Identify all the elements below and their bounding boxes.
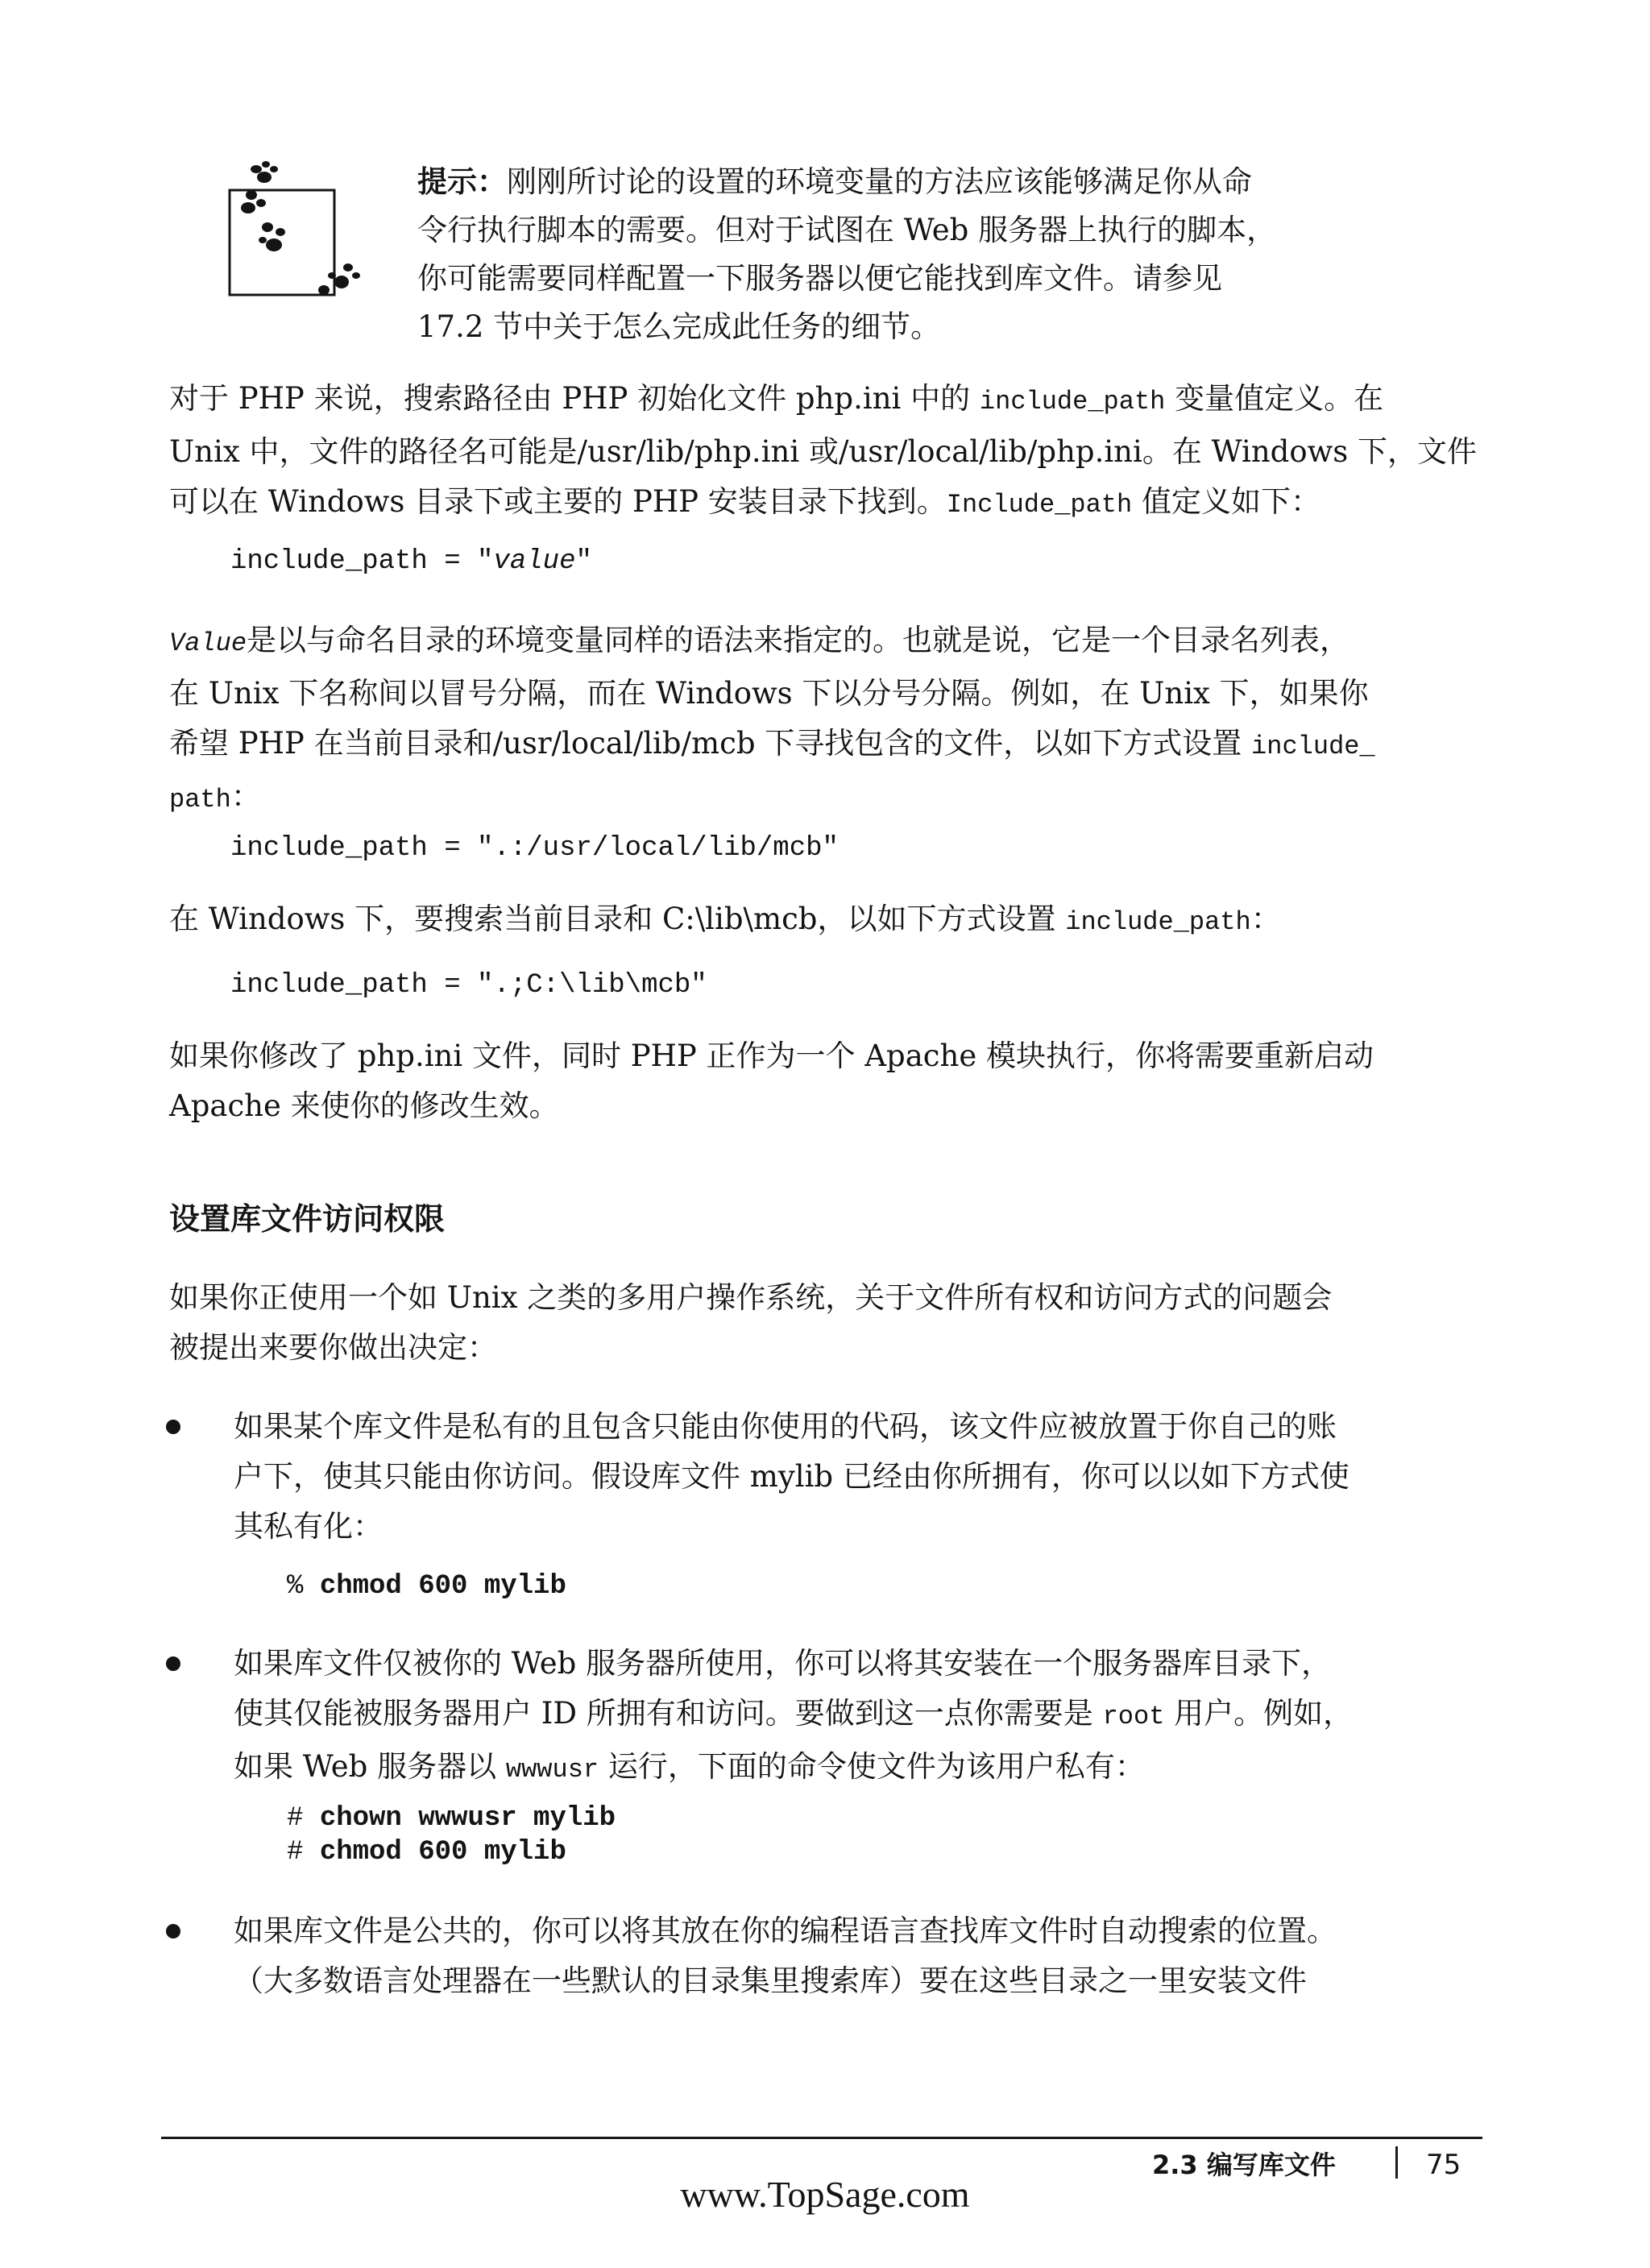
inline-code: include_path (1065, 907, 1251, 937)
text-line: 在 Unix 下名称间以冒号分隔，而在 Windows 下以分号分隔。例如，在 Unix 下，如果你 (169, 676, 1369, 711)
text-run: ： (1250, 902, 1281, 936)
code-example (287, 1835, 566, 1869)
shell-command: chmod 600 mylib (319, 1571, 566, 1602)
bullet-icon (166, 1924, 180, 1938)
shell-command: chown wwwusr mylib (319, 1803, 616, 1834)
watermark-url: www.TopSage.com (680, 2174, 970, 2215)
code-example: include_path = ".;C:\lib\mcb" (230, 970, 707, 1001)
text-line: 其私有化： (234, 1509, 383, 1544)
text-run: 使其仅能被服务器用户 ID 所拥有和访问。要做到这一点你需要是 (234, 1696, 1103, 1731)
list-item (234, 1906, 1442, 2006)
code-text: " (575, 546, 592, 577)
text-line: 如果库文件仅被你的 Web 服务器所使用，你可以将其安装在一个服务器库目录下， (234, 1646, 1332, 1681)
text-run: 用户。例如， (1164, 1696, 1354, 1731)
text-line: 如果某个库文件是私有的且包含只能由你使用的代码，该文件应被放置于你自己的账 (234, 1409, 1337, 1444)
tip-text-line: 令行执行脚本的需要。但对于试图在 Web 服务器上执行的脚本， (417, 213, 1277, 247)
list-item (234, 1639, 1442, 1795)
page-number: 75 (1426, 2149, 1461, 2181)
tip-text-line: 你可能需要同样配置一下服务器以便它能找到库文件。请参见 (417, 261, 1222, 296)
inline-code: Include_path (946, 490, 1133, 520)
text-line: 户下，使其只能由你访问。假设库文件 mylib 已经由你所拥有，你可以以如下方式使 (234, 1459, 1349, 1494)
paragraph-windows (169, 894, 1442, 947)
text-line: Apache 来使你的修改生效。 (169, 1088, 559, 1123)
tip-label: 提示： (417, 164, 507, 199)
text-run: 变量值定义。在 (1165, 381, 1384, 416)
text-line: 如果你正使用一个如 Unix 之类的多用户操作系统，关于文件所有权和访问方式的问题会 (169, 1280, 1333, 1315)
code-example (230, 545, 592, 578)
code-text: include_path = " (230, 546, 494, 577)
shell-prompt: % (287, 1571, 320, 1602)
text-line: （大多数语言处理器在一些默认的目录集里搜索库）要在这些目录之一里安装文件 (234, 1963, 1307, 1998)
shell-prompt: # (287, 1803, 320, 1834)
tip-text-line: 17.2 节中关于怎么完成此任务的细节。 (417, 309, 941, 344)
paragraph-restart-apache (169, 1031, 1442, 1131)
footer-section-title: 2.3 编写库文件 (1152, 2150, 1336, 2180)
text-line: Unix 中，文件的路径名可能是/usr/lib/php.ini 或/usr/local/lib/php.ini。在 Windows 下，文件 (169, 434, 1478, 469)
paw-print-icon (227, 158, 388, 303)
inline-code: Value (169, 628, 247, 658)
section-heading: 设置库文件访问权限 (169, 1201, 446, 1237)
inline-code: path (169, 785, 231, 815)
text-line: 如果库文件是公共的，你可以将其放在你的编程语言查找库文件时自动搜索的位置。 (234, 1913, 1337, 1948)
shell-command: chmod 600 mylib (319, 1837, 566, 1868)
text-line: 如果你修改了 php.ini 文件，同时 PHP 正作为一个 Apache 模块执行，你将需要重新启动 (169, 1039, 1374, 1073)
inline-code: include_ (1251, 732, 1375, 761)
text-run: 如果 Web 服务器以 (234, 1749, 506, 1784)
code-example (287, 1802, 616, 1835)
text-line: 被提出来要你做出决定： (169, 1330, 497, 1365)
inline-code: root (1102, 1702, 1165, 1731)
text-run: ： (230, 779, 261, 814)
footer-divider (161, 2137, 1482, 2139)
tip-text-line: 刚刚所讨论的设置的环境变量的方法应该能够满足你从命 (507, 164, 1252, 199)
code-example: include_path = ".:/usr/local/lib/mcb" (230, 833, 839, 864)
text-run: 值定义如下： (1132, 484, 1320, 519)
tip-note (417, 158, 1432, 351)
text-run: 运行，下面的命令使文件为该用户私有： (599, 1749, 1145, 1784)
paragraph-value-syntax (169, 616, 1442, 825)
tip-line-1 (417, 158, 1432, 206)
text-run: 对于 PHP 来说，搜索路径由 PHP 初始化文件 php.ini 中的 (169, 381, 980, 416)
paragraph-include-path (169, 374, 1478, 530)
list-item (234, 1402, 1442, 1552)
shell-prompt: # (287, 1837, 320, 1868)
code-example (287, 1569, 566, 1603)
paragraph-multiuser (169, 1273, 1442, 1373)
text-run: 希望 PHP 在当前目录和/usr/local/lib/mcb 下寻找包含的文件，以如下方式设置 (169, 726, 1252, 761)
bullet-icon (166, 1420, 180, 1434)
text-run: 是以与命名目录的环境变量同样的语法来指定的。也就是说，它是一个目录名列表， (247, 623, 1350, 657)
inline-code: include_path (979, 387, 1166, 417)
inline-code: wwwusr (505, 1755, 599, 1785)
text-run: 可以在 Windows 目录下或主要的 PHP 安装目录下找到。 (169, 484, 947, 519)
code-placeholder: value (493, 546, 576, 577)
text-run: 在 Windows 下，要搜索当前目录和 C:\lib\mcb，以如下方式设置 (169, 902, 1066, 936)
bullet-icon (166, 1656, 180, 1671)
